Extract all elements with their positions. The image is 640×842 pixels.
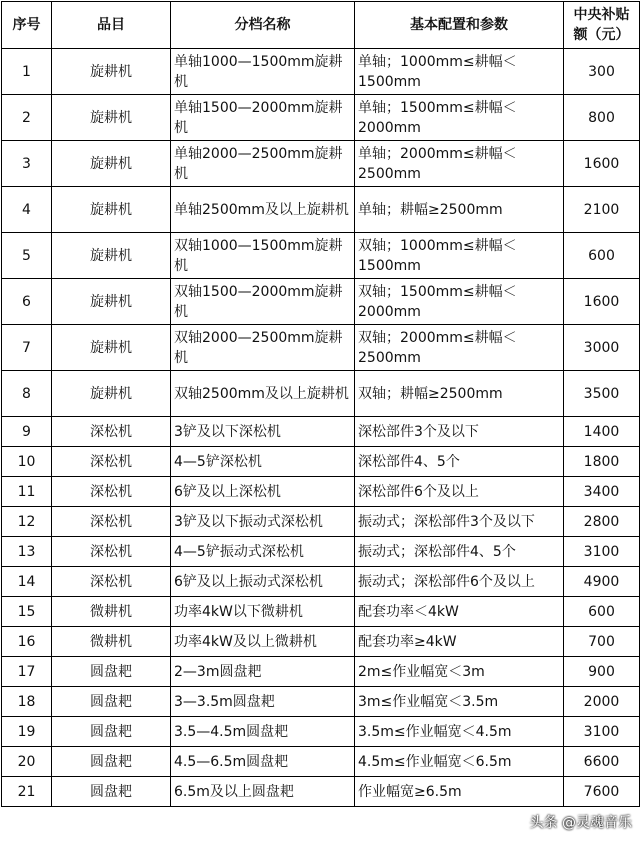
- cell-no: 3: [2, 141, 52, 187]
- cell-subsidy: 3500: [564, 371, 640, 417]
- cell-subsidy: 900: [564, 657, 640, 687]
- cell-subsidy: 7600: [564, 777, 640, 807]
- header-subsidy: 中央补贴额（元）: [564, 2, 640, 49]
- cell-item: 深松机: [52, 447, 171, 477]
- cell-no: 16: [2, 627, 52, 657]
- cell-config: 2m≤作业幅宽＜3m: [355, 657, 564, 687]
- table-row: [2, 187, 640, 233]
- table-row: [2, 747, 640, 777]
- cell-subsidy: 1800: [564, 447, 640, 477]
- cell-subsidy: 600: [564, 597, 640, 627]
- cell-config: 4.5m≤作业幅宽＜6.5m: [355, 747, 564, 777]
- cell-item: 圆盘耙: [52, 657, 171, 687]
- cell-grade: 双轴1500—2000mm旋耕机: [171, 279, 355, 325]
- cell-grade: 4—5铲振动式深松机: [171, 537, 355, 567]
- cell-grade: 3—3.5m圆盘耙: [171, 687, 355, 717]
- cell-no: 8: [2, 371, 52, 417]
- cell-grade: 3铲及以下深松机: [171, 417, 355, 447]
- cell-subsidy: 2100: [564, 187, 640, 233]
- cell-no: 15: [2, 597, 52, 627]
- cell-subsidy: 1400: [564, 417, 640, 447]
- cell-item: 深松机: [52, 507, 171, 537]
- cell-config: 振动式；深松部件6个及以上: [355, 567, 564, 597]
- cell-no: 20: [2, 747, 52, 777]
- cell-item: 深松机: [52, 417, 171, 447]
- cell-config: 深松部件6个及以上: [355, 477, 564, 507]
- cell-item: 旋耕机: [52, 233, 171, 279]
- table-row: [2, 417, 640, 447]
- table-row: [2, 507, 640, 537]
- cell-config: 深松部件3个及以下: [355, 417, 564, 447]
- table-row: [2, 687, 640, 717]
- cell-grade: 双轴1000—1500mm旋耕机: [171, 233, 355, 279]
- table-body: [2, 49, 640, 807]
- table-row: [2, 717, 640, 747]
- cell-grade: 功率4kW及以上微耕机: [171, 627, 355, 657]
- table-row: [2, 657, 640, 687]
- cell-item: 圆盘耙: [52, 717, 171, 747]
- cell-item: 旋耕机: [52, 95, 171, 141]
- cell-subsidy: 3100: [564, 717, 640, 747]
- cell-item: 微耕机: [52, 627, 171, 657]
- header-grade: 分档名称: [171, 2, 355, 49]
- cell-grade: 单轴1000—1500mm旋耕机: [171, 49, 355, 95]
- cell-no: 11: [2, 477, 52, 507]
- subsidy-table: [1, 1, 640, 807]
- table-row: [2, 447, 640, 477]
- cell-item: 圆盘耙: [52, 777, 171, 807]
- cell-grade: 2—3m圆盘耙: [171, 657, 355, 687]
- cell-no: 13: [2, 537, 52, 567]
- table-row: [2, 777, 640, 807]
- table-row: [2, 95, 640, 141]
- cell-grade: 6铲及以上振动式深松机: [171, 567, 355, 597]
- cell-no: 21: [2, 777, 52, 807]
- cell-grade: 单轴2000—2500mm旋耕机: [171, 141, 355, 187]
- cell-item: 旋耕机: [52, 371, 171, 417]
- cell-item: 旋耕机: [52, 279, 171, 325]
- cell-config: 振动式；深松部件3个及以下: [355, 507, 564, 537]
- cell-grade: 4.5—6.5m圆盘耙: [171, 747, 355, 777]
- cell-config: 3m≤作业幅宽＜3.5m: [355, 687, 564, 717]
- cell-no: 7: [2, 325, 52, 371]
- cell-subsidy: 3400: [564, 477, 640, 507]
- header-no: 序号: [2, 2, 52, 49]
- cell-config: 单轴；1500mm≤耕幅＜2000mm: [355, 95, 564, 141]
- cell-grade: 6铲及以上深松机: [171, 477, 355, 507]
- cell-grade: 双轴2500mm及以上旋耕机: [171, 371, 355, 417]
- cell-subsidy: 300: [564, 49, 640, 95]
- cell-no: 14: [2, 567, 52, 597]
- cell-no: 5: [2, 233, 52, 279]
- cell-subsidy: 4900: [564, 567, 640, 597]
- table-row: [2, 49, 640, 95]
- cell-config: 配套功率＜4kW: [355, 597, 564, 627]
- cell-no: 4: [2, 187, 52, 233]
- cell-no: 10: [2, 447, 52, 477]
- cell-no: 1: [2, 49, 52, 95]
- cell-config: 单轴；2000mm≤耕幅＜2500mm: [355, 141, 564, 187]
- cell-grade: 双轴2000—2500mm旋耕机: [171, 325, 355, 371]
- header-config: 基本配置和参数: [355, 2, 564, 49]
- cell-no: 18: [2, 687, 52, 717]
- cell-no: 19: [2, 717, 52, 747]
- cell-subsidy: 2800: [564, 507, 640, 537]
- cell-config: 作业幅宽≥6.5m: [355, 777, 564, 807]
- table-row: [2, 279, 640, 325]
- cell-no: 9: [2, 417, 52, 447]
- cell-item: 旋耕机: [52, 141, 171, 187]
- cell-subsidy: 3100: [564, 537, 640, 567]
- cell-subsidy: 2000: [564, 687, 640, 717]
- cell-subsidy: 700: [564, 627, 640, 657]
- cell-config: 双轴；1500mm≤耕幅＜2000mm: [355, 279, 564, 325]
- table-row: [2, 627, 640, 657]
- cell-grade: 功率4kW以下微耕机: [171, 597, 355, 627]
- cell-item: 深松机: [52, 567, 171, 597]
- table-row: [2, 477, 640, 507]
- cell-subsidy: 1600: [564, 141, 640, 187]
- cell-item: 深松机: [52, 477, 171, 507]
- cell-config: 双轴；耕幅≥2500mm: [355, 371, 564, 417]
- cell-grade: 3.5—4.5m圆盘耙: [171, 717, 355, 747]
- cell-config: 双轴；1000mm≤耕幅＜1500mm: [355, 233, 564, 279]
- cell-grade: 单轴1500—2000mm旋耕机: [171, 95, 355, 141]
- table-row: [2, 597, 640, 627]
- cell-no: 2: [2, 95, 52, 141]
- cell-item: 深松机: [52, 537, 171, 567]
- header-item: 品目: [52, 2, 171, 49]
- cell-subsidy: 3000: [564, 325, 640, 371]
- table-row: [2, 567, 640, 597]
- cell-no: 12: [2, 507, 52, 537]
- cell-config: 配套功率≥4kW: [355, 627, 564, 657]
- cell-item: 旋耕机: [52, 325, 171, 371]
- cell-config: 振动式；深松部件4、5个: [355, 537, 564, 567]
- cell-no: 6: [2, 279, 52, 325]
- cell-item: 旋耕机: [52, 187, 171, 233]
- cell-grade: 4—5铲深松机: [171, 447, 355, 477]
- cell-subsidy: 1600: [564, 279, 640, 325]
- cell-grade: 6.5m及以上圆盘耙: [171, 777, 355, 807]
- cell-subsidy: 800: [564, 95, 640, 141]
- table-row: [2, 233, 640, 279]
- cell-subsidy: 6600: [564, 747, 640, 777]
- table-header-row: [2, 2, 640, 49]
- cell-config: 单轴；1000mm≤耕幅＜1500mm: [355, 49, 564, 95]
- cell-config: 单轴；耕幅≥2500mm: [355, 187, 564, 233]
- watermark: 头条 @灵魂音乐: [529, 815, 632, 831]
- cell-item: 微耕机: [52, 597, 171, 627]
- table-row: [2, 141, 640, 187]
- cell-config: 双轴；2000mm≤耕幅＜2500mm: [355, 325, 564, 371]
- table-row: [2, 371, 640, 417]
- table-row: [2, 537, 640, 567]
- cell-item: 旋耕机: [52, 49, 171, 95]
- cell-grade: 3铲及以下振动式深松机: [171, 507, 355, 537]
- cell-no: 17: [2, 657, 52, 687]
- cell-subsidy: 600: [564, 233, 640, 279]
- cell-config: 深松部件4、5个: [355, 447, 564, 477]
- cell-item: 圆盘耙: [52, 747, 171, 777]
- cell-config: 3.5m≤作业幅宽＜4.5m: [355, 717, 564, 747]
- table-row: [2, 325, 640, 371]
- cell-item: 圆盘耙: [52, 687, 171, 717]
- cell-grade: 单轴2500mm及以上旋耕机: [171, 187, 355, 233]
